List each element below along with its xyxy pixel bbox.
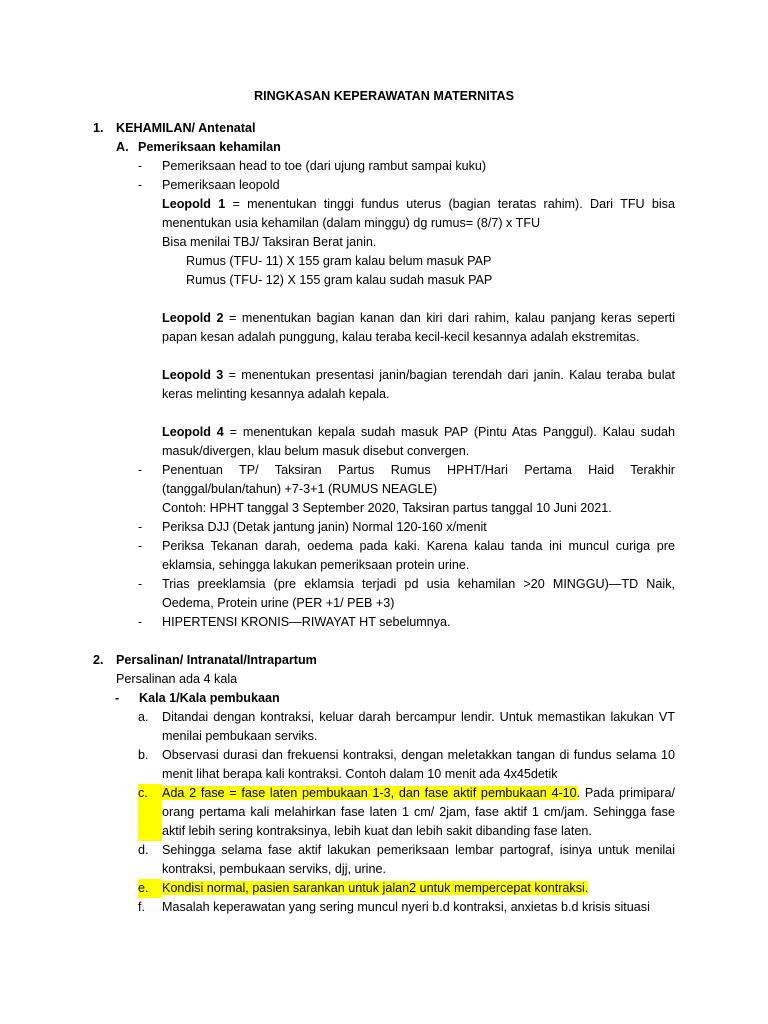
kala-1-title: Kala 1/Kala pembukaan [139, 691, 280, 705]
document-content [93, 119, 675, 917]
formula-line: Rumus (TFU- 11) X 155 gram kalau belum masuk PAP [186, 254, 492, 268]
lettered-item-a [138, 708, 675, 746]
leopold-4-text: = menentukan kepala sudah masuk PAP (Pintu Atas Panggul). Kalau sudah masuk/divergen, klau belum masuk disebut convergen. [162, 425, 675, 458]
letter-marker: a. [138, 710, 149, 724]
formula-line: Rumus (TFU- 12) X 155 gram kalau sudah masuk PAP [186, 273, 493, 287]
list-item-text: Periksa DJJ (Detak jantung janin) Normal 120-160 x/menit [162, 520, 487, 534]
example-line: Contoh: HPHT tanggal 3 September 2020, Taksiran partus tanggal 10 Juni 2021. [162, 501, 612, 515]
list-item-text: Pemeriksaan head to toe (dari ujung rambut sampai kuku) [162, 159, 487, 173]
lettered-item-e [138, 879, 675, 898]
bullet-dash: - [138, 178, 143, 192]
leopold-1-label: Leopold 1 [162, 197, 226, 211]
list-item [138, 518, 675, 537]
lettered-item-text: Observasi durasi dan frekuensi kontraksi, dengan meletakkan tangan di fundus selama 10 menit lihat berapa kali kontraksi. Contoh dalam 10 menit ada 4x45detik [162, 748, 675, 781]
lettered-item-f [138, 898, 675, 917]
section-intro: Persalinan ada 4 kala [116, 672, 238, 686]
letter-marker: b. [138, 748, 149, 762]
list-item [138, 537, 675, 575]
lettered-item-c [138, 784, 675, 841]
list-item [138, 613, 675, 632]
leopold-2-paragraph [162, 309, 675, 347]
document-title: RINGKASAN KEPERAWATAN MATERNITAS [253, 89, 515, 103]
list-item-text: Pemeriksaan leopold [162, 178, 280, 192]
letter-marker: d. [138, 843, 149, 857]
kala-1-heading [115, 689, 675, 708]
lettered-item-text-rest: . Pada primipara/ orang pertama kali melahirkan fase laten 1 cm/ 2jam, fase aktif 1 cm/jam. Sehingga fase aktif lebih sering kontraksinya, lebih kuat dan lebih sakit dibanding fase laten. [162, 786, 675, 838]
leopold-3-label: Leopold 3 [162, 368, 224, 382]
leopold-3-paragraph [162, 366, 675, 404]
lettered-item-b [138, 746, 675, 784]
letter-marker: e. [138, 879, 162, 898]
letter-marker: c. [138, 784, 162, 841]
subsection-a-heading [116, 138, 675, 157]
list-item-text: HIPERTENSI KRONIS—RIWAYAT HT sebelumnya. [162, 615, 451, 629]
bullet-dash: - [138, 159, 143, 173]
list-item [138, 176, 675, 195]
list-item [138, 157, 675, 176]
lettered-item-text: Masalah keperawatan yang sering muncul nyeri b.d kontraksi, anxietas b.d krisis situasi [162, 900, 650, 914]
section-number: 2. [93, 653, 104, 667]
tbj-line: Bisa menilai TBJ/ Taksiran Berat janin. [162, 235, 377, 249]
list-item [138, 575, 675, 613]
list-item-text: Periksa Tekanan darah, oedema pada kaki. Karena kalau tanda ini muncul curiga pre eklamsia, sehingga lakukan pemeriksaan protein urine. [162, 539, 675, 572]
bullet-dash: - [138, 520, 143, 534]
lettered-item-text [162, 784, 675, 841]
leopold-1-paragraph [162, 195, 675, 233]
subsection-marker: A. [116, 140, 129, 154]
lettered-item-d [138, 841, 675, 879]
leopold-4-paragraph [162, 423, 675, 461]
leopold-2-label: Leopold 2 [162, 311, 224, 325]
leopold-2-text: = menentukan bagian kanan dan kiri dari rahim, kalau panjang keras seperti papan kesan adalah punggung, kalau teraba kecil-kecil kesannya adalah ekstremitas. [162, 311, 675, 344]
section-title: KEHAMILAN/ Antenatal [116, 121, 256, 135]
leopold-3-text: = menentukan presentasi janin/bagian terendah dari janin. Kalau teraba bulat keras melinting kesannya adalah kepala. [162, 368, 675, 401]
letter-marker: f. [138, 900, 145, 914]
lettered-item-text [162, 879, 675, 898]
highlighted-text: Ada 2 fase = fase laten pembukaan 1-3, dan fase aktif pembukaan 4-10 [162, 786, 577, 800]
leopold-1-text: = menentukan tinggi fundus uterus (bagian teratas rahim). Dari TFU bisa menentukan usia kehamilan (dalam minggu) dg rumus= (8/7) x TFU [162, 197, 675, 230]
bullet-dash: - [138, 463, 143, 477]
section-number: 1. [93, 121, 104, 135]
leopold-4-label: Leopold 4 [162, 425, 224, 439]
section-2-heading [93, 651, 675, 670]
subsection-title: Pemeriksaan kehamilan [138, 140, 281, 154]
section-title: Persalinan/ Intranatal/Intrapartum [116, 653, 317, 667]
section-1-heading [93, 119, 675, 138]
lettered-item-text: Ditandai dengan kontraksi, keluar darah bercampur lendir. Untuk memastikan lakukan VT menilai pembukaan serviks. [162, 710, 675, 743]
list-item-text: Penentuan TP/ Taksiran Partus Rumus HPHT/Hari Pertama Haid Terakhir (tanggal/bulan/tahun) +7-3+1 (RUMUS NEAGLE) [162, 463, 675, 496]
bullet-dash: - [138, 615, 143, 629]
bullet-dash: - [138, 539, 143, 553]
list-item [138, 461, 675, 499]
list-item-text: Trias preeklamsia (pre eklamsia terjadi pd usia kehamilan >20 MINGGU)—TD Naik, Oedema, Protein urine (PER +1/ PEB +3) [162, 577, 675, 610]
lettered-item-text: Sehingga selama fase aktif lakukan pemeriksaan lembar partograf, isinya untuk menilai kontraksi, pembukaan serviks, djj, urine. [162, 843, 675, 876]
bullet-dash: - [138, 577, 143, 591]
highlighted-text: Kondisi normal, pasien sarankan untuk jalan2 untuk mempercepat kontraksi. [162, 881, 589, 895]
bullet-dash: - [115, 691, 120, 705]
